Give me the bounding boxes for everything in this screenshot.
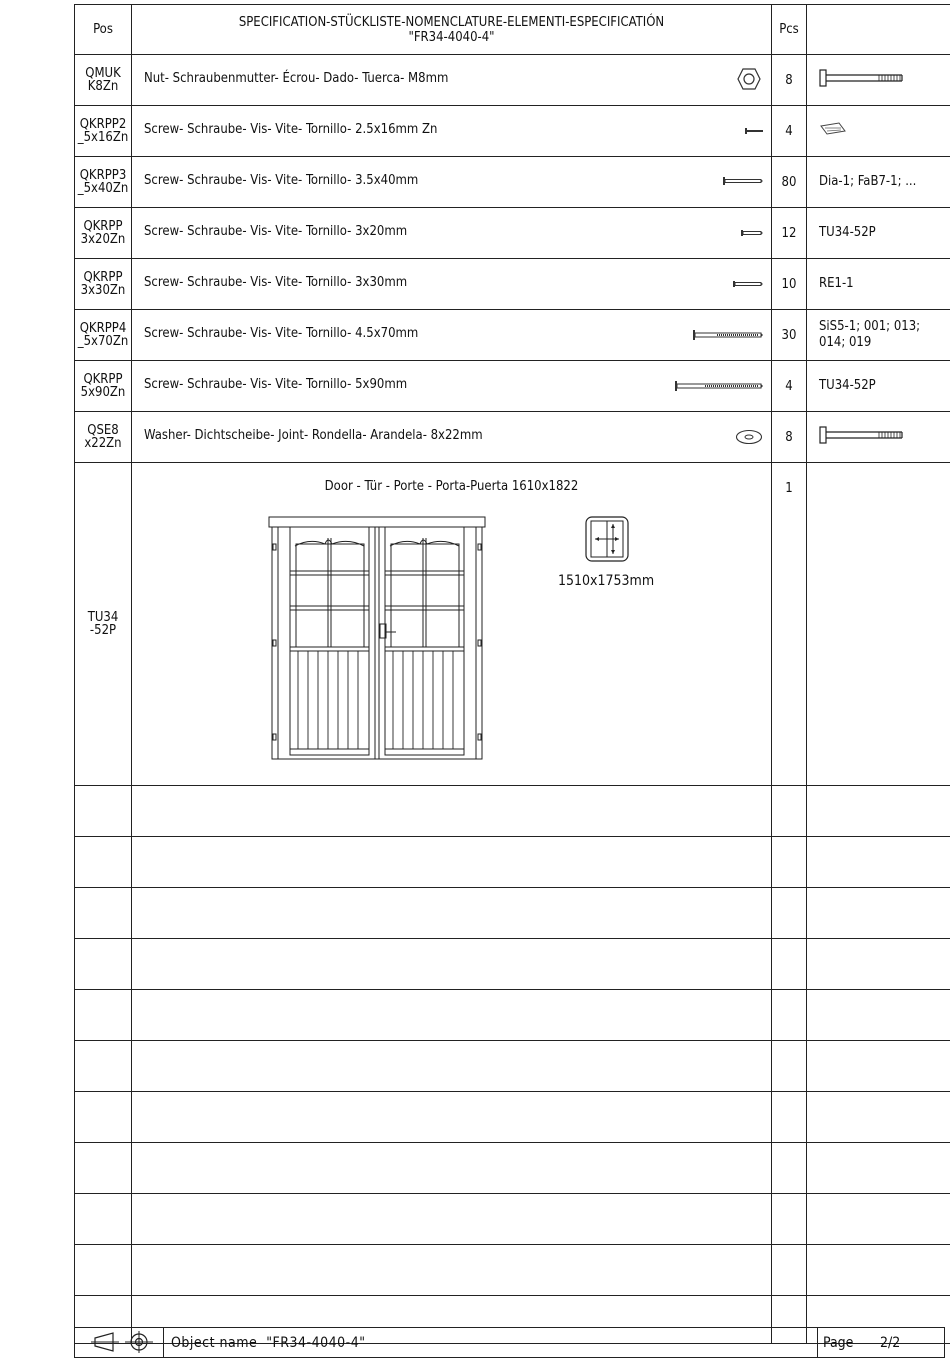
screw-icon xyxy=(745,128,763,134)
pos-cell: QMUK K8Zn xyxy=(75,55,132,106)
table-row xyxy=(75,1245,950,1296)
table-row xyxy=(75,1194,950,1245)
bolt-icon xyxy=(819,425,903,445)
table-row xyxy=(75,990,950,1041)
item-description: Washer- Dichtscheibe- Joint- Rondella- Arandela- 8x22mm xyxy=(144,428,483,443)
table-row xyxy=(75,310,950,361)
opening-size: 1510x1753mm xyxy=(558,573,655,589)
table-row xyxy=(75,888,950,939)
ref-cell: RE1-1 xyxy=(807,259,950,310)
title-line-2: "FR34-4040-4" xyxy=(408,29,495,45)
ref-cell xyxy=(807,106,950,157)
specification-sheet xyxy=(74,4,945,1358)
projection-symbol xyxy=(75,1328,164,1357)
bracket-icon xyxy=(819,122,847,136)
table-row xyxy=(75,939,950,990)
pcs-cell: 8 xyxy=(772,55,807,106)
sheet-title xyxy=(132,5,772,55)
door-row xyxy=(75,463,950,786)
pcs-header: Pcs xyxy=(772,5,807,55)
title-line-1: SPECIFICATION-STÜCKLISTE-NOMENCLATURE-ELEMENTI-ESPECIFICATIÓN xyxy=(238,14,665,30)
desc-cell xyxy=(132,208,772,259)
pos-cell: QKRPP3 _5x40Zn xyxy=(75,157,132,208)
desc-cell xyxy=(132,55,772,106)
pos-cell: TU34 -52P xyxy=(75,463,132,786)
door-title: Door - Tür - Porte - Porta-Puerta 1610x1822 xyxy=(324,479,579,494)
ref-header xyxy=(807,5,950,55)
ref-cell: TU34-52P xyxy=(807,361,950,412)
specification-table xyxy=(74,4,950,1344)
page-number: 2/2 xyxy=(880,1335,901,1351)
item-description: Nut- Schraubenmutter- Écrou- Dado- Tuerca- M8mm xyxy=(144,71,449,86)
pcs-cell: 12 xyxy=(772,208,807,259)
ref-cell: Dia-1; FaB7-1; ... xyxy=(807,157,950,208)
screw-icon xyxy=(693,330,763,340)
item-description: Screw- Schraube- Vis- Vite- Tornillo- 2.5x16mm Zn xyxy=(144,122,438,137)
title-block xyxy=(74,1327,945,1358)
ref-cell xyxy=(807,55,950,106)
pcs-cell: 80 xyxy=(772,157,807,208)
pos-cell: QKRPP 3x20Zn xyxy=(75,208,132,259)
pos-cell: QKRPP 5x90Zn xyxy=(75,361,132,412)
table-header-row xyxy=(75,5,950,55)
pos-cell: QKRPP4 _5x70Zn xyxy=(75,310,132,361)
table-row xyxy=(75,412,950,463)
pos-header: Pos xyxy=(75,5,132,55)
pcs-cell: 4 xyxy=(772,361,807,412)
table-row xyxy=(75,1143,950,1194)
desc-cell xyxy=(132,106,772,157)
nut-icon xyxy=(737,67,761,91)
door-drawing-icon xyxy=(268,516,488,762)
table-row xyxy=(75,1092,950,1143)
desc-cell xyxy=(132,157,772,208)
pcs-cell: 4 xyxy=(772,106,807,157)
pcs-cell: 30 xyxy=(772,310,807,361)
screw-icon xyxy=(675,381,763,391)
pcs-cell: 1 xyxy=(772,463,807,786)
table-row xyxy=(75,259,950,310)
table-row xyxy=(75,106,950,157)
desc-cell xyxy=(132,412,772,463)
desc-cell xyxy=(132,361,772,412)
table-row xyxy=(75,361,950,412)
item-description: Screw- Schraube- Vis- Vite- Tornillo- 4.5x70mm xyxy=(144,326,419,341)
pcs-cell: 10 xyxy=(772,259,807,310)
table-row xyxy=(75,837,950,888)
pos-cell: QKRPP 3x30Zn xyxy=(75,259,132,310)
pcs-cell: 8 xyxy=(772,412,807,463)
ref-cell xyxy=(807,412,950,463)
pos-cell: QKRPP2 _5x16Zn xyxy=(75,106,132,157)
item-description: Screw- Schraube- Vis- Vite- Tornillo- 3x20mm xyxy=(144,224,408,239)
screw-icon xyxy=(741,230,763,236)
item-description: Screw- Schraube- Vis- Vite- Tornillo- 3x30mm xyxy=(144,275,408,290)
opening-size-icon xyxy=(585,516,629,562)
table-row xyxy=(75,786,950,837)
ref-cell: TU34-52P xyxy=(807,208,950,259)
bolt-icon xyxy=(819,68,903,88)
table-row xyxy=(75,1041,950,1092)
ref-cell xyxy=(807,463,950,786)
table-row xyxy=(75,157,950,208)
item-description: Screw- Schraube- Vis- Vite- Tornillo- 3.5x40mm xyxy=(144,173,419,188)
ref-cell: SiS5-1; 001; 013; 014; 019 xyxy=(807,310,950,361)
screw-icon xyxy=(723,177,763,185)
door-desc-cell xyxy=(132,463,772,786)
washer-icon xyxy=(735,429,763,445)
page-indicator xyxy=(817,1328,946,1357)
table-row xyxy=(75,208,950,259)
desc-cell xyxy=(132,310,772,361)
projection-icon xyxy=(91,1329,171,1357)
screw-icon xyxy=(733,281,763,287)
table-row xyxy=(75,55,950,106)
pos-cell: QSE8 x22Zn xyxy=(75,412,132,463)
desc-cell xyxy=(132,259,772,310)
item-description: Screw- Schraube- Vis- Vite- Tornillo- 5x90mm xyxy=(144,377,408,392)
object-name: Object name "FR34-4040-4" xyxy=(171,1335,366,1351)
page-label: Page xyxy=(823,1335,854,1351)
